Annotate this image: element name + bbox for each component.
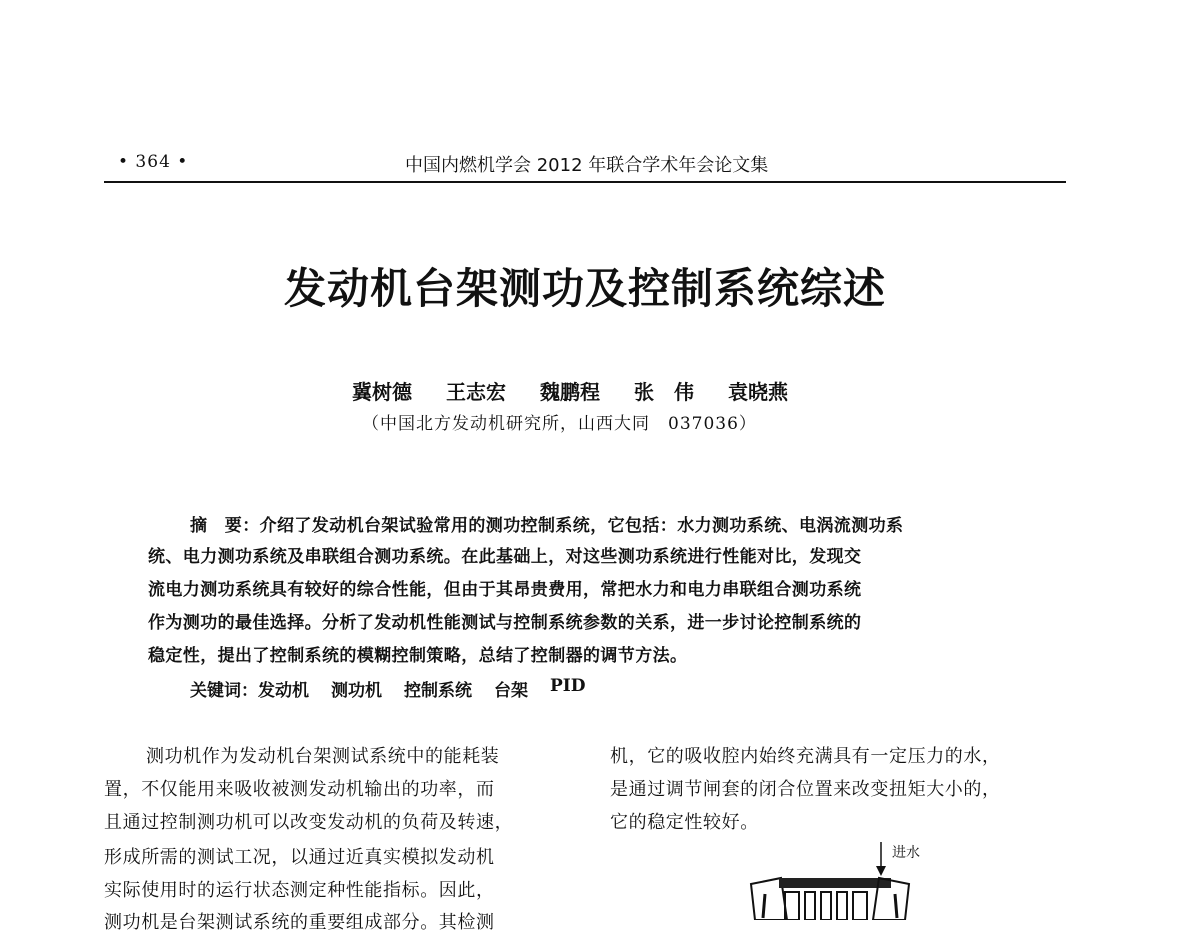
body-text-line: 且通过控制测功机可以改变发动机的负荷及转速，: [104, 812, 514, 833]
keywords-label: 关键词：: [190, 681, 258, 701]
body-text-line: 测功机作为发动机台架测试系统中的能耗装: [146, 746, 500, 767]
page-number: • 364 •: [118, 152, 189, 172]
abstract-line: 作为测功的最佳选择。分析了发动机性能测试与控制系统参数的关系，进一步讨论控制系统的: [148, 613, 862, 633]
keywords-line: [190, 676, 607, 701]
body-text-line: 置，不仅能用来吸收被测发动机输出的功率，而: [104, 779, 495, 800]
keyword: 台架: [494, 681, 528, 701]
running-header-title: 中国内燃机学会 2012 年联合学术年会论文集: [405, 155, 769, 176]
keyword: 发动机: [258, 681, 309, 701]
paper-title: 发动机台架测功及控制系统综述: [283, 264, 886, 313]
abstract-line: 统、电力测功系统及串联组合测功系统。在此基础上，对这些测功系统进行性能对比，发现交: [148, 547, 862, 567]
author-name: 袁晓燕: [728, 380, 788, 404]
abstract-label: 摘 要：: [190, 516, 260, 536]
body-text-line: 是通过调节闸套的闭合位置来改变扭矩大小的，: [610, 779, 1001, 800]
abstract-text: 介绍了发动机台架试验常用的测功控制系统，它包括：水力测功系统、电涡流测功系: [259, 516, 904, 536]
author-name: 冀树德: [352, 380, 412, 404]
body-text-line: 机，它的吸收腔内始终充满具有一定压力的水，: [610, 746, 1001, 767]
body-text-line: 实际使用时的运行状态测定种性能指标。因此，: [104, 880, 495, 901]
hydraulic-dynamometer-figure: [745, 838, 915, 920]
figure-label-water-inlet: 进水: [892, 845, 920, 861]
author-list: [352, 376, 822, 405]
body-text-line: 测功机是台架测试系统的重要组成部分。其检测: [104, 912, 495, 933]
abstract-line: 稳定性，提出了控制系统的模糊控制策略，总结了控制器的调节方法。: [148, 646, 688, 666]
author-name: 王志宏: [446, 380, 506, 404]
author-name: 魏鹏程: [540, 380, 600, 404]
keyword: 测功机: [331, 681, 382, 701]
keyword: PID: [550, 676, 586, 696]
header-rule: [104, 181, 1066, 183]
author-name: 张 伟: [634, 380, 694, 404]
keyword: 控制系统: [404, 681, 472, 701]
body-text-line: 形成所需的测试工况，以通过近真实模拟发动机: [104, 847, 495, 868]
abstract-line: [190, 511, 903, 536]
body-text-line: 它的稳定性较好。: [610, 812, 759, 833]
affiliation: （中国北方发动机研究所，山西大同 037036）: [362, 414, 757, 434]
abstract-line: 流电力测功系统具有较好的综合性能，但由于其昂贵费用，常把水力和电力串联组合测功系统: [148, 580, 862, 600]
